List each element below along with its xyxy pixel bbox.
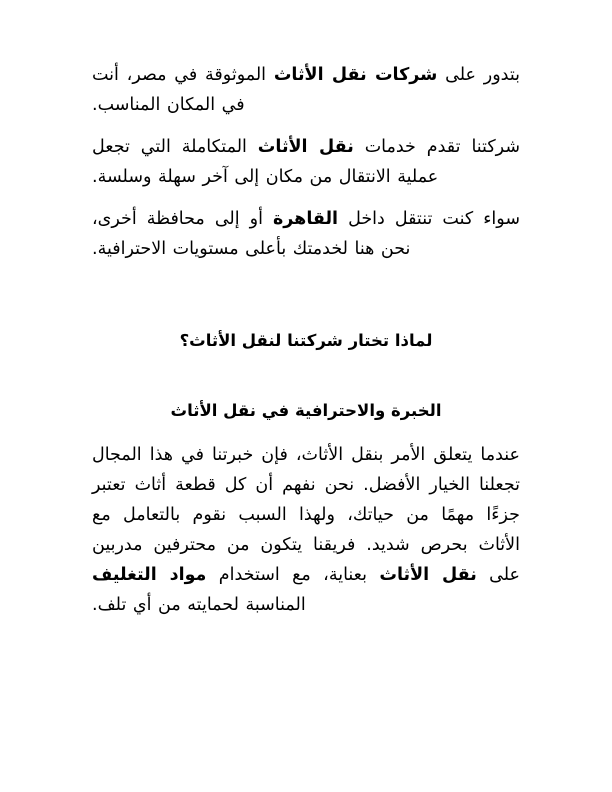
emphasis-text: نقل الأثاث bbox=[257, 137, 354, 157]
emphasis-text: القاهرة bbox=[272, 209, 339, 229]
paragraph-experience-body bbox=[92, 440, 520, 620]
body-text: سواء كنت تنتقل داخل bbox=[338, 209, 520, 229]
spacer-before-heading-1 bbox=[92, 276, 520, 328]
body-text: أو إلى محافظة أخرى، نحن هنا لخدمتك بأعلى مستويات الاحترافية. bbox=[92, 209, 411, 259]
heading-experience: الخبرة والاحترافية في نقل الأثاث bbox=[170, 401, 442, 420]
body-text: شركتنا تقدم خدمات bbox=[353, 137, 520, 157]
heading-why-choose-us: لماذا تختار شركتنا لنقل الأثاث؟ bbox=[179, 331, 433, 350]
spacer-after-heading-1 bbox=[92, 354, 520, 398]
paragraph-intro bbox=[92, 60, 520, 120]
paragraph-coverage bbox=[92, 204, 520, 264]
body-text: عندما يتعلق الأمر بنقل الأثاث، فإن خبرتنا في هذا المجال تجعلنا الخيار الأفضل. نحن نفهم أن كل قطعة أثاث تعتبر جزءًا مهمًا من حياتك، ولهذا السبب نقوم بالتعامل مع الأثاث بحرص شديد. فريقنا يتكون من محترفين مدربين على bbox=[92, 445, 520, 585]
document-content bbox=[92, 60, 520, 632]
emphasis-text: شركات نقل الأثاث bbox=[273, 65, 438, 85]
spacer-after-heading-2 bbox=[92, 424, 520, 440]
body-text: المناسبة لحمايته من أي تلف. bbox=[92, 595, 306, 615]
paragraph-services bbox=[92, 132, 520, 192]
body-text: بعناية، مع استخدام bbox=[206, 565, 380, 585]
body-text: بتدور على bbox=[437, 65, 520, 85]
emphasis-text: نقل الأثاث bbox=[379, 565, 477, 585]
body-text: الموثوقة في مصر، أنت في المكان المناسب. bbox=[92, 65, 274, 115]
body-text: المتكاملة التي تجعل عملية الانتقال من مكان إلى آخر سهلة وسلسة. bbox=[92, 137, 439, 187]
emphasis-text: مواد التغليف bbox=[92, 565, 207, 585]
